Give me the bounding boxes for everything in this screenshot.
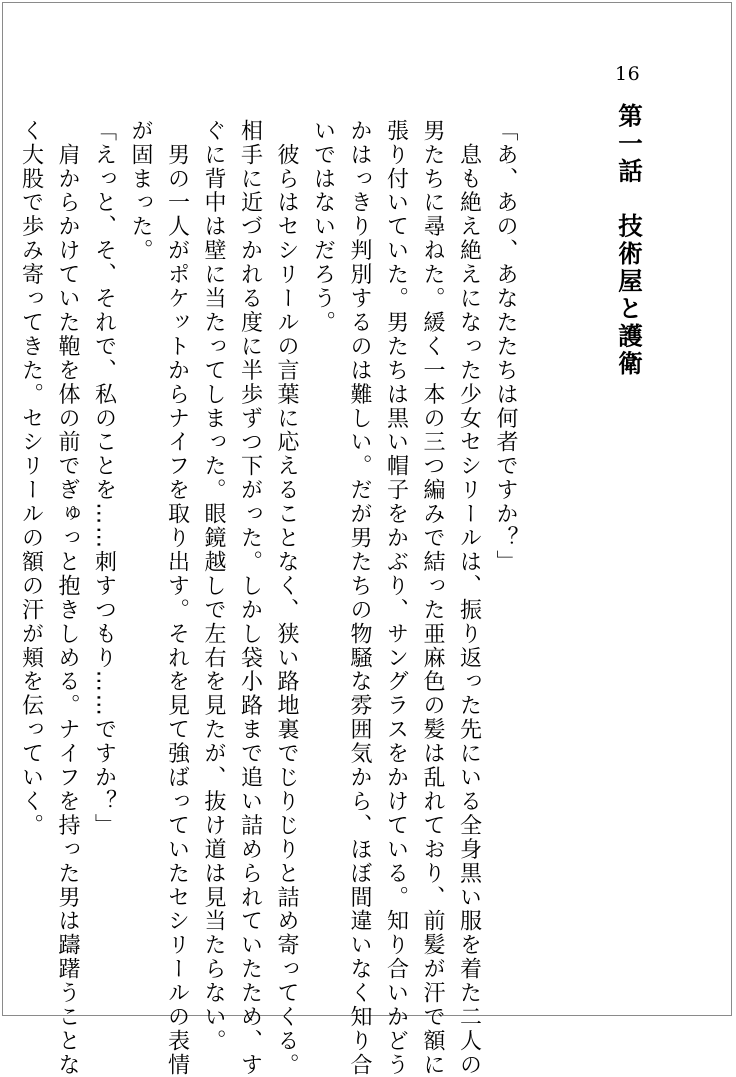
text-line: ぐに背中は壁に当たってしまった。眼鏡越しで左右を見たが、抜け道は見当たらない。	[201, 119, 226, 1054]
text-line: が固まった。	[128, 119, 153, 263]
text-line: いではないだろう。	[310, 119, 336, 335]
text-line: 相手に近づかれる度に半歩ずつ下がった。しかし袋小路まで追い詰められていたため、す	[237, 119, 263, 1077]
text-line: 男の一人がポケットからナイフを取り出す。それを見て強ばっていたセシリールの表情	[164, 119, 190, 1077]
page-number: 16	[615, 63, 641, 85]
text-line: 張り付いていた。男たちは黒い帽子をかぶり、サングラスをかけている。知り合いかどう	[383, 119, 409, 1077]
text-line: 「あ、あの、あなたたちは何者ですか？」	[493, 119, 518, 575]
text-line: 息も絶え絶えになった少女セシリールは、振り返った先にいる全身黒い服を着た二人の	[456, 119, 482, 1077]
book-page	[2, 2, 732, 1077]
text-line: 肩からかけていた鞄を体の前でぎゅっと抱きしめる。ナイフを持った男は躊躇うことな	[55, 119, 80, 1077]
text-line: く大股で歩み寄ってきた。セシリールの額の汗が頬を伝っていく。	[18, 119, 44, 838]
text-line: 男たちに尋ねた。緩く一本の三つ編みで結った亜麻色の髪は乱れており、前髪が汗で額に	[420, 119, 445, 1077]
text-line: かはっきり判別するのは難しい。だが男たちの物騒な雰囲気から、ほぼ間違いなく知り合	[347, 119, 372, 1077]
chapter-title: 第一話 技術屋と護衛	[615, 103, 644, 378]
text-line: 「えっと、そ、それで、私のことを……刺すつもり……ですか？」	[91, 119, 117, 838]
body-text	[12, 119, 523, 1077]
text-line: 彼らはセシリールの言葉に応えることなく、狭い路地裏でじりじりと詰め寄ってくる。	[274, 119, 299, 1077]
